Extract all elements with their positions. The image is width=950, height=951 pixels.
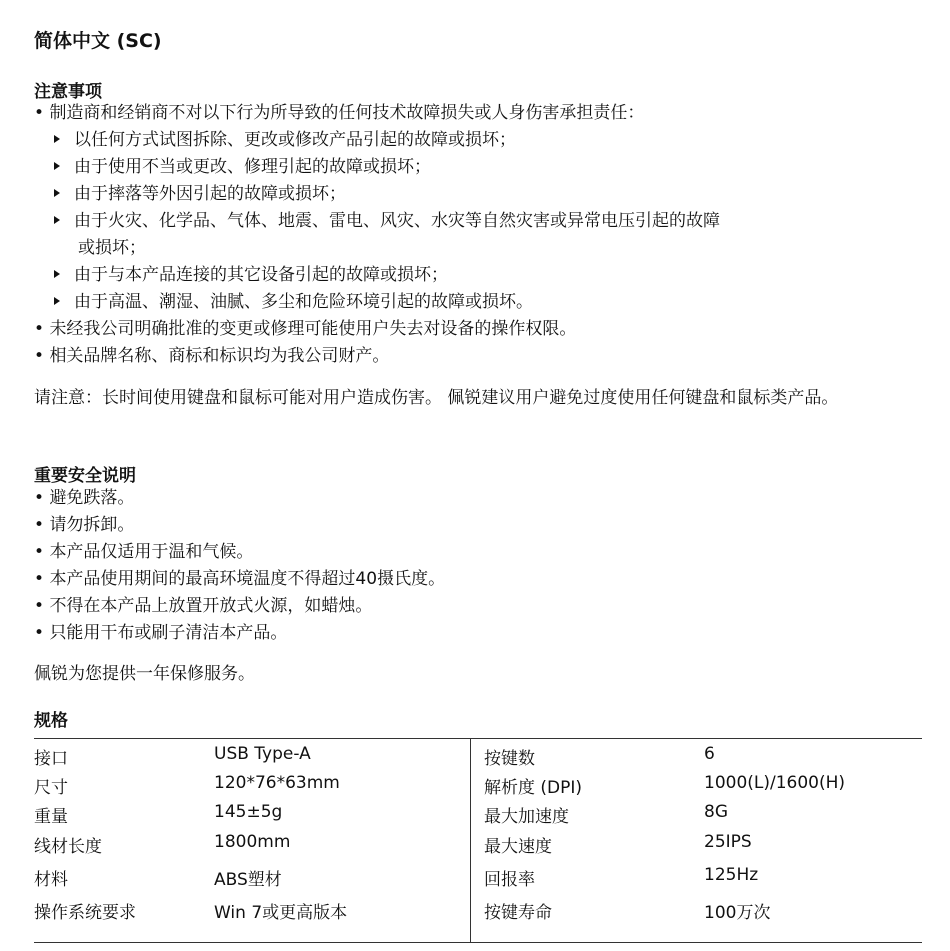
spec-label: 材料: [34, 870, 68, 890]
specs-heading: 规格: [34, 711, 68, 731]
spec-label: 操作系统要求: [34, 903, 136, 923]
safety-item: • 本产品使用期间的最高环境温度不得超过40摄氏度。: [34, 569, 446, 589]
safety-item: • 只能用干布或刷子清洁本产品。: [34, 623, 288, 643]
triangle-bullet-icon: [54, 216, 60, 224]
warranty-text: 佩锐为您提供一年保修服务。: [34, 664, 255, 684]
safety-item: • 本产品仅适用于温和气候。: [34, 542, 254, 562]
spec-label: 尺寸: [34, 778, 68, 798]
spec-label: 最大速度: [484, 837, 552, 857]
notice-bullet-1: • 制造商和经销商不对以下行为所导致的任何技术故障损失或人身伤害承担责任：: [34, 103, 645, 123]
spec-value: 25IPS: [704, 832, 752, 852]
page-title: 简体中文 (SC): [34, 30, 162, 52]
notice-sub-item: 以任何方式试图拆除、更改或修改产品引起的故障或损坏；: [54, 127, 516, 154]
triangle-bullet-icon: [54, 135, 60, 143]
spec-label: 回报率: [484, 870, 535, 890]
spec-value: 1800mm: [214, 832, 291, 852]
notice-bullet-2: • 未经我公司明确批准的变更或修理可能使用户失去对设备的操作权限。: [34, 319, 577, 339]
spec-value: ABS塑材: [214, 870, 282, 890]
spec-table-bottom-rule: [34, 942, 922, 943]
spec-table-top-rule: [34, 738, 922, 739]
spec-value: 6: [704, 744, 715, 764]
spec-value: USB Type-A: [214, 744, 311, 764]
spec-value: 125Hz: [704, 865, 759, 885]
spec-label: 重量: [34, 807, 68, 827]
spec-label: 最大加速度: [484, 807, 569, 827]
safety-item: • 请勿拆卸。: [34, 515, 135, 535]
notice-bullet-3: • 相关品牌名称、商标和标识均为我公司财产。: [34, 346, 390, 366]
safety-item: • 不得在本产品上放置开放式火源，如蜡烛。: [34, 596, 373, 616]
spec-value: 1000(L)/1600(H): [704, 773, 846, 793]
spec-label: 线材长度: [34, 837, 102, 857]
notice-sub-item: 由于摔落等外因引起的故障或损坏；: [54, 181, 346, 208]
triangle-bullet-icon: [54, 270, 60, 278]
notice-sub-item: 由于高温、潮湿、油腻、多尘和危险环境引起的故障或损坏。: [54, 289, 533, 316]
notice-sub-item-continuation: 或损坏；: [78, 238, 146, 258]
spec-value: 145±5g: [214, 802, 283, 822]
spec-label: 解析度 (DPI): [484, 778, 583, 798]
spec-value: 100万次: [704, 903, 771, 923]
spec-value: 8G: [704, 802, 728, 822]
safety-item: • 避免跌落。: [34, 488, 135, 508]
safety-heading: 重要安全说明: [34, 466, 136, 486]
notice-heading: 注意事项: [34, 82, 102, 102]
triangle-bullet-icon: [54, 189, 60, 197]
notice-sub-item: 由于火灾、化学品、气体、地震、雷电、风灾、水灾等自然灾害或异常电压引起的故障: [54, 208, 720, 235]
triangle-bullet-icon: [54, 297, 60, 305]
spec-value: 120*76*63mm: [214, 773, 340, 793]
spec-table-divider: [470, 739, 471, 943]
spec-value: Win 7或更高版本: [214, 903, 348, 923]
spec-label: 按键寿命: [484, 903, 552, 923]
spec-label: 接口: [34, 749, 68, 769]
notice-sub-item: 由于使用不当或更改、修理引起的故障或损坏；: [54, 154, 431, 181]
notice-sub-item: 由于与本产品连接的其它设备引起的故障或损坏；: [54, 262, 448, 289]
warning-paragraph: 请注意：长时间使用键盘和鼠标可能对用户造成伤害。 佩锐建议用户避免过度使用任何键盘和鼠标类产品。: [34, 388, 839, 408]
triangle-bullet-icon: [54, 162, 60, 170]
spec-label: 按键数: [484, 749, 535, 769]
